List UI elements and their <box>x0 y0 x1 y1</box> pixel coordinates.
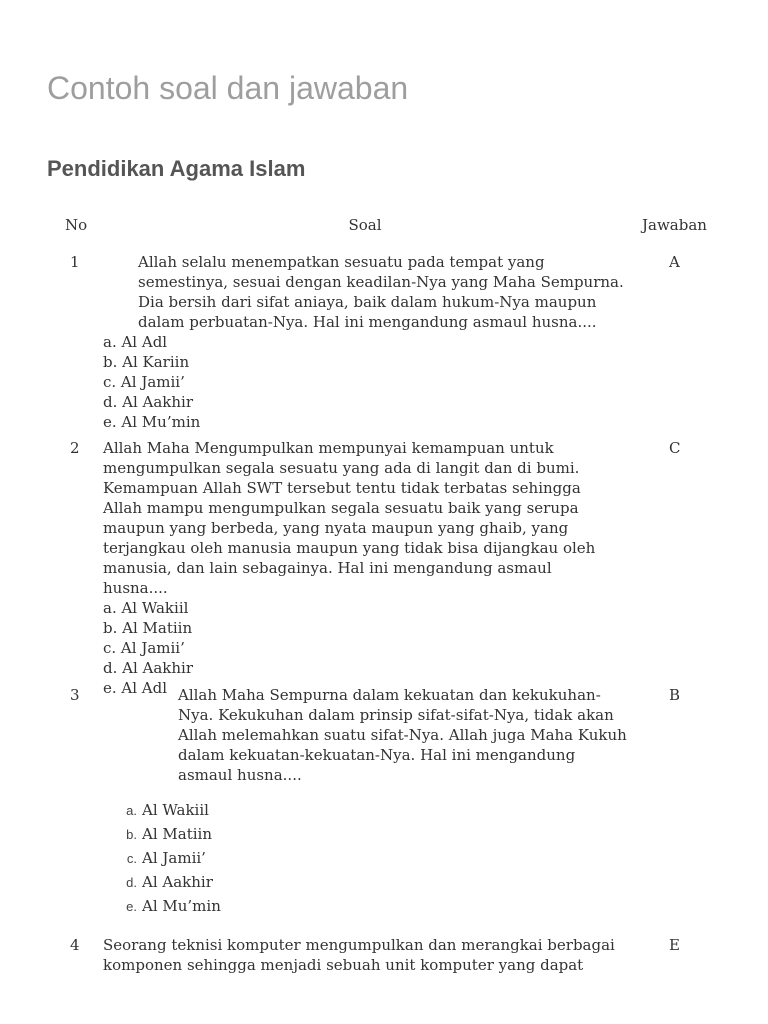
answer-key: E <box>669 936 680 954</box>
answer-option <box>118 822 221 846</box>
answer-option <box>118 846 221 870</box>
answer-key: C <box>669 439 681 457</box>
row-number: 3 <box>70 686 80 704</box>
question-cell <box>103 252 633 432</box>
option-text: Al Matiin <box>142 825 212 843</box>
answer-option: c. Al Jamii’ <box>103 639 185 657</box>
answer-option <box>118 798 221 822</box>
answer-option: a. Al Wakiil <box>103 599 189 617</box>
option-marker: d. <box>126 875 137 890</box>
answer-key: A <box>669 253 680 271</box>
answer-option: b. Al Matiin <box>103 619 193 637</box>
option-text: Al Aakhir <box>142 873 213 891</box>
option-text: Al Jamii’ <box>142 849 206 867</box>
option-marker: b. <box>126 827 137 842</box>
question-cell <box>103 438 618 698</box>
row-number: 4 <box>70 936 80 954</box>
answer-option-list <box>118 798 221 918</box>
question-text: Seorang teknisi komputer mengumpulkan dan merangkai berbagai komponen sehingga menjadi sebuah unit komputer yang dapat <box>103 936 615 974</box>
column-header-soal: Soal <box>348 216 382 234</box>
option-marker: e. <box>126 899 137 914</box>
answer-key: B <box>669 686 681 704</box>
question-cell <box>103 935 623 975</box>
page-title: Contoh soal dan jawaban <box>47 70 409 106</box>
question-cell <box>178 685 633 785</box>
option-marker: a. <box>126 803 137 818</box>
question-text: Allah Maha Mengumpulkan mempunyai kemampuan untuk mengumpulkan segala sesuatu yang ada di langit dan di bumi. Kemampuan Allah SWT tersebut tentu tidak terbatas sehingga Allah mampu mengumpulkan segala sesuatu baik yang serupa maupun yang berbeda, yang nyata maupun yang ghaib, yang terjangkau oleh manusia maupun yang tidak bisa dijangkau oleh manusia, dan lain sebagainya. Hal ini mengandung asmaul husna.... <box>103 439 596 597</box>
answer-option: a. Al Adl <box>103 333 168 351</box>
answer-option: c. Al Jamii’ <box>103 373 185 391</box>
question-text: Allah Maha Sempurna dalam kekuatan dan kekukuhan-Nya. Kekukuhan dalam prinsip sifat-sifat-Nya, tidak akan Allah melemahkan suatu sifat-Nya. Allah juga Maha Kukuh dalam kekuatan-kekuatan-Nya. Hal ini mengandung asmaul husna.... <box>178 686 627 784</box>
option-text: Al Mu’min <box>142 897 221 915</box>
answer-option <box>118 870 221 894</box>
answer-option: b. Al Kariin <box>103 353 190 371</box>
row-number: 1 <box>70 253 80 271</box>
column-header-jawaban: Jawaban <box>642 216 707 234</box>
answer-option: e. Al Adl <box>103 679 168 697</box>
section-heading: Pendidikan Agama Islam <box>47 156 306 181</box>
row-number: 2 <box>70 439 80 457</box>
question-text: Allah selalu menempatkan sesuatu pada tempat yang semestinya, sesuai dengan keadilan-Nya yang Maha Sempurna. Dia bersih dari sifat aniaya, baik dalam hukum-Nya maupun dalam perbuatan-Nya. Hal ini mengandung asmaul husna.... <box>138 253 624 331</box>
column-header-no: No <box>65 216 88 234</box>
answer-option <box>118 894 221 918</box>
answer-option: d. Al Aakhir <box>103 393 194 411</box>
answer-option: d. Al Aakhir <box>103 659 194 677</box>
answer-option: e. Al Mu’min <box>103 413 201 431</box>
option-text: Al Wakiil <box>142 801 209 819</box>
option-marker: c. <box>126 851 137 866</box>
